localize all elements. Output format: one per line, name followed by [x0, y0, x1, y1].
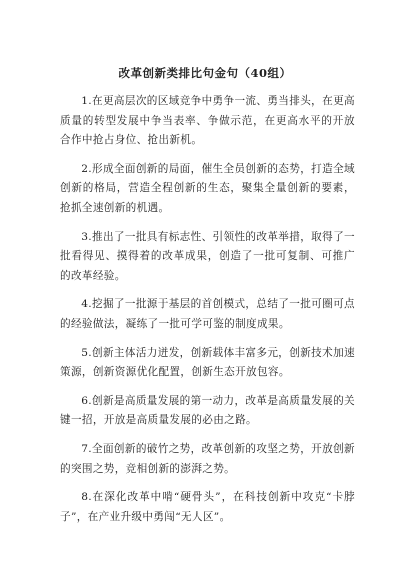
list-item: 8.在深化改革中啃“硬骨头”，在科技创新中攻克“卡脖子”，在产业升级中勇闯“无人区”。 — [60, 491, 355, 523]
list-item: 4.挖掘了一批源于基层的首创模式，总结了一批可圈可点的经验做法，凝练了一批可学可鉴的制度成果。 — [60, 298, 355, 330]
list-item: 6.创新是高质量发展的第一动力，改革是高质量发展的关键一招，开放是高质量发展的必由之路。 — [60, 394, 355, 427]
list-item: 3.推出了一批具有标志性、引领性的改革举措，取得了一批看得见、摸得着的改革成果，创造了一批可复制、可推广的改革经验。 — [60, 230, 355, 282]
list-item: 2.形成全面创新的局面，催生全员创新的态势，打造全域创新的格局，营造全程创新的生态，聚集全量创新的要素，抢抓全速创新的机遇。 — [60, 162, 355, 214]
document-title: 改革创新类排比句金句（40组） — [118, 66, 292, 80]
item-list — [60, 92, 355, 536]
list-item: 7.全面创新的破竹之势，改革创新的攻坚之势，开放创新的突围之势，竞相创新的澎湃之势。 — [60, 442, 355, 475]
list-item: 5.创新主体活力迸发，创新载体丰富多元，创新技术加速策源，创新资源优化配置，创新生态开放包容。 — [60, 346, 355, 379]
list-item: 1.在更高层次的区域竞争中勇争一流、勇当排头，在更高质量的转型发展中争当表率、争做示范，在更高水平的开放合作中抢占身位、抢出新机。 — [60, 95, 355, 147]
